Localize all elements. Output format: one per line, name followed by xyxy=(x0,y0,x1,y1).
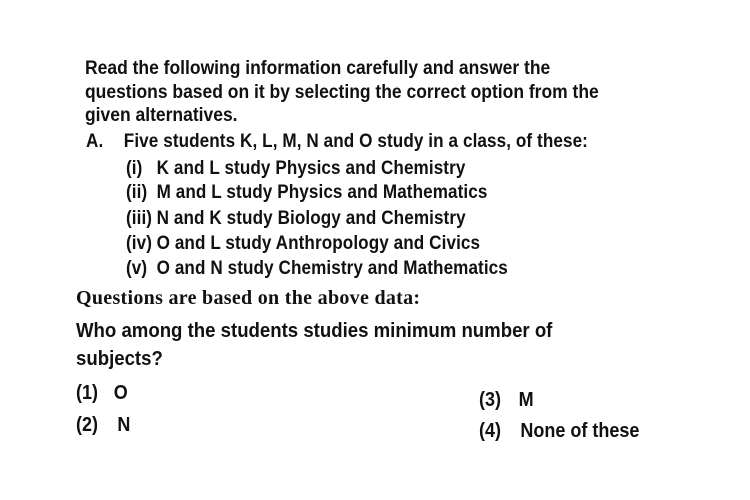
option-3[interactable] xyxy=(479,389,534,412)
condition-item xyxy=(126,158,465,180)
condition-number: (iii) xyxy=(126,208,153,229)
condition-text: K and L study Physics and Chemistry xyxy=(156,158,466,179)
condition-number: (i) xyxy=(126,158,143,179)
section-label: A. xyxy=(86,131,104,152)
condition-item xyxy=(126,208,466,230)
condition-number: (ii) xyxy=(126,182,148,203)
option-text: M xyxy=(518,389,534,411)
condition-text: N and K study Biology and Chemistry xyxy=(156,208,466,229)
condition-text: O and N study Chemistry and Mathematics xyxy=(156,258,508,279)
data-heading: Questions are based on the above data: xyxy=(76,287,421,309)
condition-text: O and L study Anthropology and Civics xyxy=(156,233,481,254)
question-line-2: subjects? xyxy=(76,348,163,370)
condition-number: (iv) xyxy=(126,233,153,254)
option-number: (1) xyxy=(76,382,99,404)
option-number: (3) xyxy=(479,389,502,411)
option-2[interactable] xyxy=(76,414,130,437)
condition-number: (v) xyxy=(126,258,148,279)
option-text: N xyxy=(117,414,131,436)
condition-item xyxy=(126,182,487,204)
option-1[interactable] xyxy=(76,382,128,405)
question-line-1: Who among the students studies minimum number of xyxy=(76,320,553,342)
intro-line-2: questions based on it by selecting the correct option from the xyxy=(85,82,599,103)
condition-text: M and L study Physics and Mathematics xyxy=(156,182,488,203)
intro-line-1: Read the following information carefully and answer the xyxy=(85,58,551,79)
intro-line-3: given alternatives. xyxy=(85,105,238,126)
option-number: (4) xyxy=(479,420,502,442)
option-text: None of these xyxy=(520,420,640,442)
condition-item xyxy=(126,258,508,280)
section-a-heading xyxy=(86,131,588,153)
option-text: O xyxy=(113,382,128,404)
option-4[interactable] xyxy=(479,420,639,443)
condition-item xyxy=(126,233,480,255)
section-text: Five students K, L, M, N and O study in a class, of these: xyxy=(123,131,588,152)
option-number: (2) xyxy=(76,414,99,436)
